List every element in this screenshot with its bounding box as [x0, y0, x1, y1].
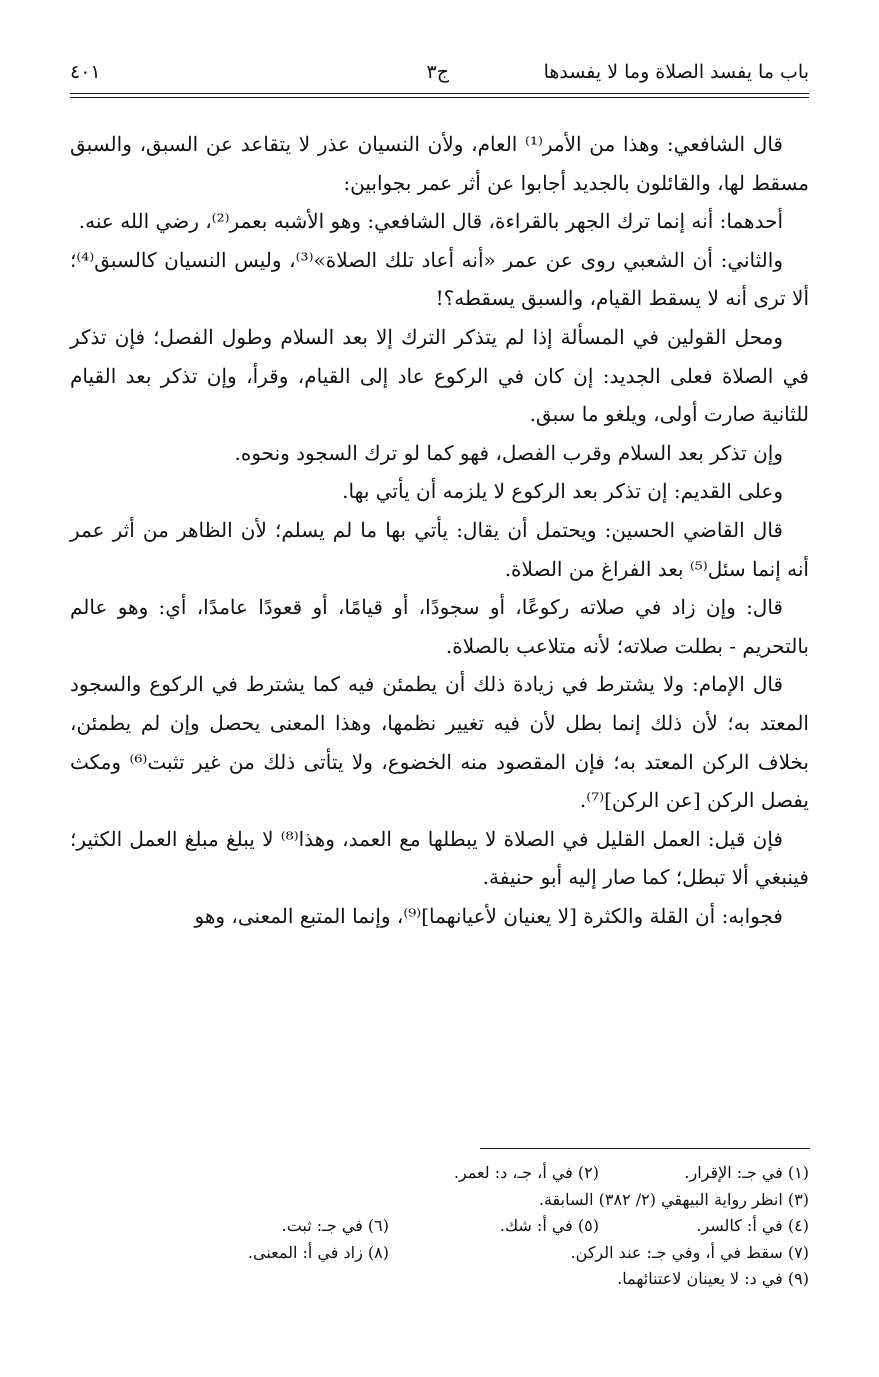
footnote: (٥) في أ: شك. — [499, 1216, 599, 1235]
paragraph: ومحل القولين في المسألة إذا لم يتذكر الترك إلا بعد السلام وطول الفصل؛ فإن تذكر في الصلاة فعلى الجديد: إن كان في الركوع عاد إلى القيام، وقرأ، وإن تذكر بعد القيام للثانية صارت أولى، ويلغو ما سبق. — [70, 324, 809, 427]
footnote-row — [80, 1240, 809, 1267]
footnote: (٣) انظر رواية البيهقي (٢/ ٣٨٢) السابقة. — [538, 1189, 809, 1209]
footnote: (٤) في أ: كالسر. — [696, 1216, 809, 1235]
header-rule-thin — [70, 97, 809, 98]
paragraph: قال: وإن زاد في صلاته ركوعًا، أو سجودًا، أو قيامًا، أو قعودًا عامدًا، أي: وهو عالم بالتحريم - بطلت صلاته؛ لأنه متلاعب بالصلاة. — [70, 595, 809, 658]
paragraph: وإن تذكر بعد السلام وقرب الفصل، فهو كما لو ترك السجود ونحوه. — [234, 440, 783, 465]
footnote-row — [80, 1266, 809, 1293]
volume-number: ج٣ — [426, 61, 449, 83]
footnote-row — [80, 1213, 809, 1240]
paragraph: وعلى القديم: إن تذكر بعد الركوع لا يلزمه أن يأتي بها. — [342, 479, 783, 504]
footnote: (٨) زاد في أ: المعنى. — [247, 1242, 389, 1262]
paragraph: قال الشافعي: وهذا من الأمر⁽¹⁾ العام، ولأن النسيان عذر لا يتقاعد عن السبق، والسبق مسقط لها، والقائلون بالجديد أجابوا عن أثر عمر بجوابين: — [70, 132, 809, 195]
paragraph: والثاني: أن الشعبي روى عن عمر «أنه أعاد تلك الصلاة»⁽³⁾، وليس النسيان كالسبق⁽⁴⁾؛ ألا ترى أنه لا يسقط القيام، والسبق يسقطه؟! — [70, 247, 809, 311]
paragraph: فإن قيل: العمل القليل في الصلاة لا يبطلها مع العمد، وهذا⁽⁸⁾ لا يبلغ مبلغ العمل الكثير؛ فينبغي ألا تبطل؛ كما صار إليه أبو حنيفة. — [70, 826, 809, 890]
footnote: (٢) في أ، جـ، د: لعمر. — [453, 1163, 599, 1182]
paragraph: أحدهما: أنه إنما ترك الجهر بالقراءة، قال الشافعي: وهو الأشبه بعمر⁽²⁾، رضي الله عنه. — [78, 209, 783, 234]
main-text — [70, 125, 809, 935]
paragraph: قال الإمام: ولا يشترط في زيادة ذلك أن يطمئن فيه كما يشترط في الركوع والسجود المعتد به؛ لأن ذلك إنما بطل لأن فيه تغيير نظمها، وهذا المعنى يحصل وإن لم يطمئن، بخلاف الركن المعتد به؛ فإن المقصود منه الخضوع، ولا يتأتى ذلك من غير تثبت⁽⁶⁾ ومكث يفصل الركن [عن الركن]⁽⁷⁾. — [70, 672, 810, 813]
chapter-title: باب ما يفسد الصلاة وما لا يفسدها — [543, 61, 809, 83]
footnote: (٦) في جـ: ثبت. — [281, 1216, 389, 1235]
footnote-separator — [480, 1148, 810, 1149]
footnote: (٧) سقط في أ، وفي جـ: عند الركن. — [570, 1242, 809, 1262]
footnote: (٩) في د: لا يعينان لاعتنائهما. — [617, 1269, 809, 1288]
footnote-row — [80, 1187, 809, 1214]
page-number: ٤٠١ — [70, 61, 101, 83]
paragraph: فجوابه: أن القلة والكثرة [لا يعنيان لأعيانهما]⁽⁹⁾، وإنما المتبع المعنى، وهو — [194, 903, 783, 928]
paragraph: قال القاضي الحسين: ويحتمل أن يقال: يأتي بها ما لم يسلم؛ لأن الظاهر من أثر عمر أنه إنما سئل⁽⁵⁾ بعد الفراغ من الصلاة. — [70, 517, 809, 581]
footnotes — [80, 1160, 809, 1293]
footnote: (١) في جـ: الإقرار. — [684, 1163, 809, 1182]
header-rule-thick — [70, 93, 809, 94]
running-header — [70, 52, 809, 92]
footnote-row — [80, 1160, 809, 1187]
